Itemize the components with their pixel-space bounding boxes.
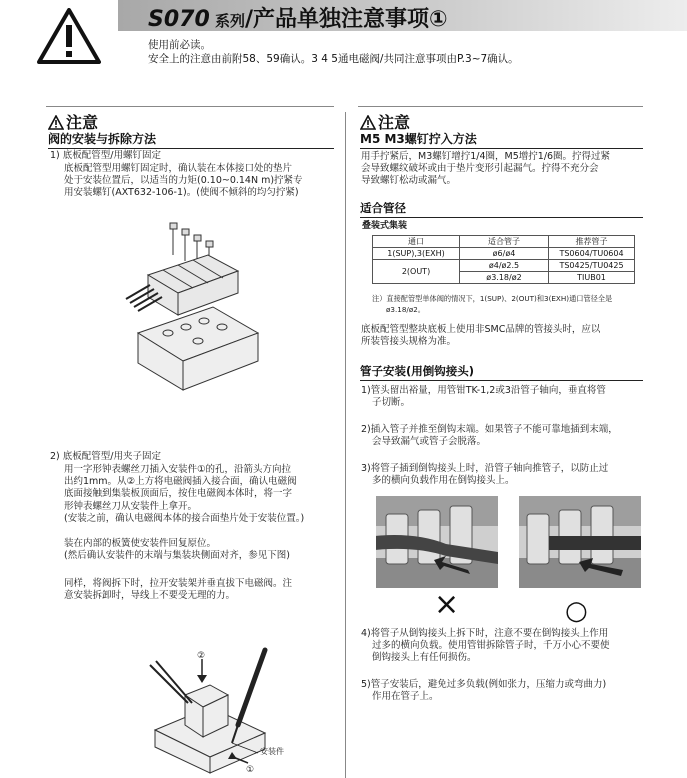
series-label: 系列 [209,12,246,30]
tube-subtitle: 叠装式集装 [362,221,408,231]
title-rest: /产品单独注意事项① [245,7,448,32]
item2-line: 出约1mm。从②上方将电磁阀插入接合面，确认电磁阀 [64,476,297,488]
table-row [373,248,635,260]
table-cell: 2(OUT) [373,260,460,284]
tube-size-table [372,235,635,284]
item2-text-b [64,538,290,562]
item2-text-c [64,578,292,602]
item2-line: 意安装拆卸时，导线上不要受无理的力。 [64,590,236,602]
step-line: 作用在管子上。 [372,691,439,703]
item1-line: 底板配管型用螺钉固定时，确认装在本体接口处的垫片 [64,163,293,174]
item2-text [64,464,304,525]
fig2-label-bracket: 安装件 [260,747,284,756]
read-before-use: 使用前必读。 [148,39,211,51]
screw-line: 导致螺钉松动或漏气。 [361,175,457,187]
caution-icon [360,115,376,130]
mark-right: ○ [565,596,588,626]
item1-text [64,163,303,200]
step-line: 子切断。 [372,397,411,409]
step-3 [361,463,608,487]
table-cell: ø6/ø4 [460,248,549,260]
model-code: S070 [148,7,210,32]
warning-triangle-icon [37,8,101,64]
left-caution-text: 注意 [66,113,99,132]
item1-line: 处于安装位置后，以适当的力矩(0.10~0.14N m)拧紧专 [64,175,303,187]
fig2-label-1: ① [246,765,255,775]
item1-line: 用安装螺钉(AXT632-106-1)。(使阀不倾斜的均匀拧紧) [64,187,299,199]
item2-line: 装在内部的板簧使安装件回复原位。 [64,538,217,549]
page-title [148,2,448,33]
item2-line: 同样，将阀拆下时，拉开安装架并垂直拔下电磁阀。注 [64,578,293,589]
col-tube: 适合管子 [460,236,549,248]
step-line: 多的横向负载作用在倒钩接头上。 [372,475,515,487]
tube-title: 适合管径 [360,200,643,218]
clip-mount-figure [140,645,340,778]
step-4 [361,628,610,665]
left-top-rule [46,106,334,107]
left-section-title: 阀的安装与拆除方法 [48,130,334,149]
table-cell: ø3.18/ø2 [460,272,549,284]
safety-reference: 安全上的注意由前附58、59确认。3 4 5通电磁阀/共同注意事项由P.3~7确认。 [148,53,519,65]
table-cell: TS0604/TU0604 [549,248,635,260]
fig2-label-2: ② [197,651,206,661]
table-cell: ø4/ø2.5 [460,260,549,272]
screw-text [361,151,610,188]
step-line: 2)插入管子并推至倒钩末端。如果管子不能可靠地插到末端， [361,424,618,435]
item2-line: (安装之前，确认电磁阀本体的接合面垫片处于安装位置。) [64,512,305,524]
right-section-title: M5 M3螺钉拧入方法 [360,130,643,149]
item2-line: 形钟表螺丝刀从安装件上拿开。 [64,500,198,512]
step-line: 会导致漏气或管子会脱落。 [372,436,487,448]
table-cell: TS0425/TU0425 [549,260,635,272]
col-recommended: 推荐管子 [549,236,635,248]
step-line: 倒钩接头上有任何损伤。 [372,652,477,664]
step-5 [361,679,606,703]
step-line: 过多的横向负载。使用管钳拆除管子时，千万小心不要使 [372,640,610,652]
tube-insert-correct-photo [519,496,641,588]
item2-line: 用一字形钟表螺丝刀插入安装件①的孔，沿箭头方向拉 [64,464,292,475]
item1-title: 1) 底板配管型/用螺钉固定 [50,150,161,161]
table-cell: 1(SUP),3(EXH) [373,248,460,260]
item2-title: 2) 底板配管型/用夹子固定 [50,451,161,462]
table-note [372,293,612,315]
right-caution-text: 注意 [378,113,411,132]
step-line: 3)将管子插到倒钩接头上时，沿管子轴向推管子，以防止过 [361,463,609,474]
step-2 [361,424,618,448]
item2-line: 底面接触到集装板顶面后，按住电磁阀本体时，将一字 [64,488,293,500]
manifold-screw-figure [118,215,268,395]
base-line: 所装管接头规格为准。 [361,336,457,348]
mark-wrong: × [434,587,460,622]
table-cell: TIUB01 [549,272,635,284]
right-top-rule [358,106,643,107]
step-line: 1)管头留出裕量，用管钳TK-1,2或3沿管子轴向，垂直将管 [361,385,606,396]
item2-line: (然后确认安装件的末端与集装块侧面对齐，参见下图) [64,550,290,562]
tube-insert-wrong-photo [376,496,498,588]
install-title: 管子安装(用倒钩接头) [360,363,643,381]
col-port: 通口 [373,236,460,248]
table-header-row [373,236,635,248]
note-line: 注）直接配管型单体阀的情况下，1(SUP)、2(OUT)和3(EXH)通口管径全是 [372,294,613,303]
screw-line: 用手拧紧后，M3螺钉增拧1/4圈，M5增拧1/6圈。拧得过紧 [361,151,611,162]
step-line: 4)将管子从倒钩接头上拆下时，注意不要在倒钩接头上作用 [361,628,609,639]
column-divider [345,112,346,778]
screw-line: 会导致螺纹破坏或由于垫片变形引起漏气。拧得不充分会 [361,163,599,175]
base-line: 底板配管型整块底板上使用非SMC品牌的管接头时，应以 [361,324,601,335]
step-1 [361,385,606,409]
step-line: 5)管子安装后，避免过多负载(例如张力，压缩力或弯曲力) [361,679,607,690]
note-line: ø3.18/ø2。 [386,305,425,314]
table-row [373,260,635,272]
caution-icon [48,115,64,130]
base-text [361,324,600,348]
